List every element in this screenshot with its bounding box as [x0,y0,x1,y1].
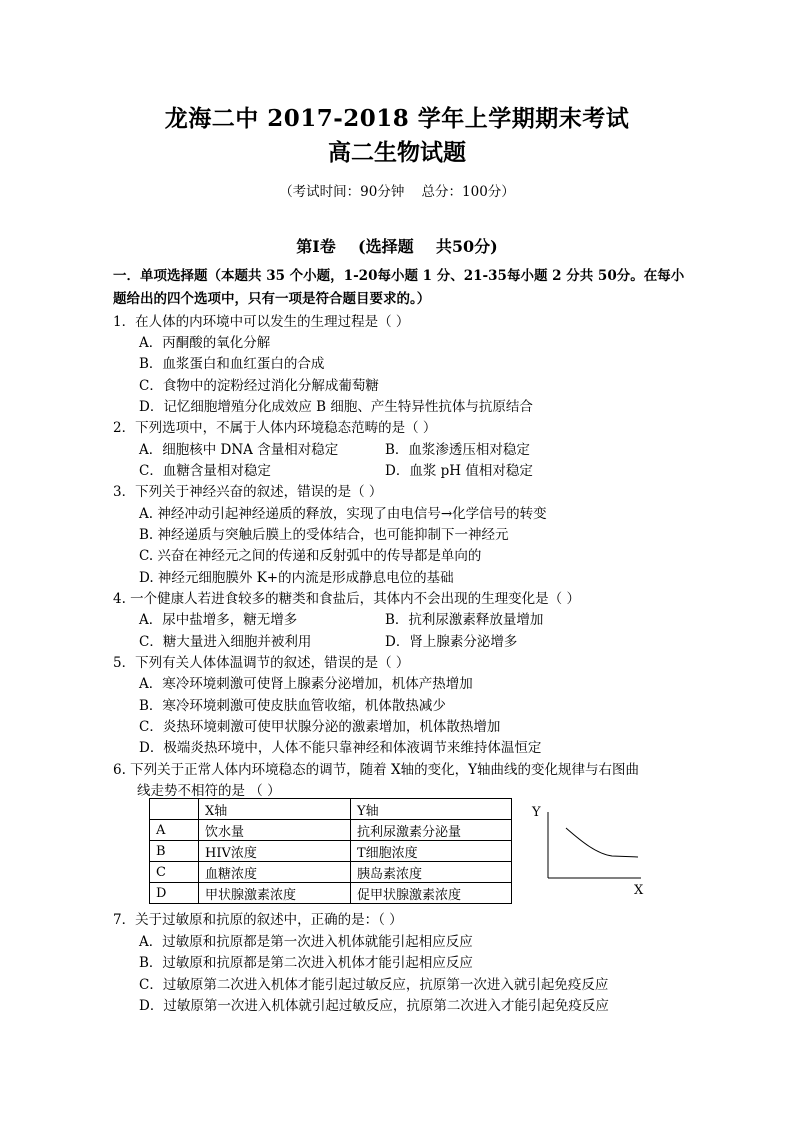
x-axis-label: X [634,883,644,898]
table-cell: Y轴 [351,799,512,820]
question-7-option-a: A．过敏原和抗原都是第一次进入机体就能引起相应反应 [139,934,473,950]
table-row [150,862,512,883]
question-5-option-a: A．寒冷环境刺激可使肾上腺素分泌增加，机体产热增加 [139,676,473,692]
section-instruction-line2: 题给出的四个选项中，只有一项是符合题目要求的。） [113,291,431,307]
table-cell: 甲状腺激素浓度 [199,883,351,904]
y-axis-label: Y [532,805,541,820]
table-cell: 胰岛素浓度 [351,862,512,883]
question-7-option-c: C．过敏原第二次进入机体才能引起过敏反应，抗原第一次进入就引起免疫反应 [139,977,609,993]
exam-info: （考试时间：90分钟 总分：100分） [279,184,515,200]
question-6-curve-graph [527,800,657,900]
table-row [150,820,512,841]
table-cell: 饮水量 [199,820,351,841]
question-2-option-c: C．血糖含量相对稳定 [139,463,271,479]
question-4-option-c: C．糖大量进入细胞并被利用 [139,634,312,650]
question-2-option-d: D．血浆 pH 值相对稳定 [385,463,533,479]
table-cell: C [150,862,199,883]
question-1-option-c: C．食物中的淀粉经过消化分解成葡萄糖 [139,378,379,394]
question-5-option-c: C．炎热环境刺激可使甲状腺分泌的激素增加，机体散热增加 [139,719,501,735]
question-2-option-a: A．细胞核中 DNA 含量相对稳定 [139,442,339,458]
question-6-stem-line2: 线走势不相符的是 （ ） [137,783,281,799]
question-3-option-b: B. 神经递质与突触后膜上的受体结合，也可能抑制下一神经元 [139,527,509,543]
question-5-stem: 5．下列有关人体体温调节的叙述，错误的是（ ） [113,655,410,671]
table-cell: B [150,841,199,862]
table-cell: T细胞浓度 [351,841,512,862]
question-4-option-d: D．肾上腺素分泌增多 [385,634,518,650]
question-1-option-b: B．血浆蛋白和血红蛋白的合成 [139,356,325,372]
question-3-option-d: D. 神经元细胞膜外 K+的内流是形成静息电位的基础 [139,570,454,586]
question-1-option-a: A．丙酮酸的氧化分解 [139,335,271,351]
table-row [150,841,512,862]
table-cell: A [150,820,199,841]
exam-title: 龙海二中 2017-2018 学年上学期期末考试 [164,105,630,132]
table-cell: HIV浓度 [199,841,351,862]
question-1-stem: 1．在人体的内环境中可以发生的生理过程是（ ） [113,314,410,330]
table-cell: X轴 [199,799,351,820]
question-6-stem-line1: 6. 下列关于正常人体内环境稳态的调节，随着 X轴的变化，Y轴曲线的变化规律与右图曲 [113,762,639,778]
question-7-option-d: D．过敏原第一次进入机体就引起过敏反应，抗原第二次进入才能引起免疫反应 [139,998,609,1014]
question-1-option-d: D．记忆细胞增殖分化成效应 B 细胞、产生特异性抗体与抗原结合 [139,399,533,415]
table-cell: D [150,883,199,904]
section-heading: 第Ⅰ卷 (选择题 共50分) [296,237,498,256]
question-4-stem: 4. 一个健康人若进食较多的糖类和食盐后，其体内不会出现的生理变化是（ ） [113,591,580,607]
question-7-option-b: B．过敏原和抗原都是第二次进入机体才能引起相应反应 [139,955,473,971]
question-3-option-a: A. 神经冲动引起神经递质的释放，实现了由电信号→化学信号的转变 [139,506,547,522]
exam-subtitle: 高二生物试题 [328,139,466,166]
question-2-option-b: B．血浆渗透压相对稳定 [385,442,530,458]
question-7-stem: 7．关于过敏原和抗原的叙述中，正确的是：（ ） [113,912,403,928]
question-4-option-a: A．尿中盐增多，糖无增多 [139,612,298,628]
table-cell: 血糖浓度 [199,862,351,883]
table-cell [150,799,199,820]
section-instruction-line1: 一．单项选择题（本题共 35 个小题，1-20每小题 1 分、21-35每小题 2 分共 50分。在每小 [113,268,685,284]
table-cell: 抗利尿激素分泌量 [351,820,512,841]
decreasing-curve [566,828,638,857]
table-cell: 促甲状腺激素浓度 [351,883,512,904]
question-3-stem: 3．下列关于神经兴奋的叙述，错误的是（ ） [113,484,383,500]
table-header-row [150,799,512,820]
question-4-option-b: B．抗利尿激素释放量增加 [385,612,544,628]
question-5-option-d: D．极端炎热环境中，人体不能只靠神经和体液调节来维持体温恒定 [139,740,542,756]
question-5-option-b: B．寒冷环境刺激可使皮肤血管收缩，机体散热减少 [139,698,446,714]
question-3-option-c: C. 兴奋在神经元之间的传递和反射弧中的传导都是单向的 [139,548,482,564]
table-row [150,883,512,904]
question-2-stem: 2．下列选项中，不属于人体内环境稳态范畴的是（ ） [113,420,437,436]
question-6-table [149,798,512,904]
